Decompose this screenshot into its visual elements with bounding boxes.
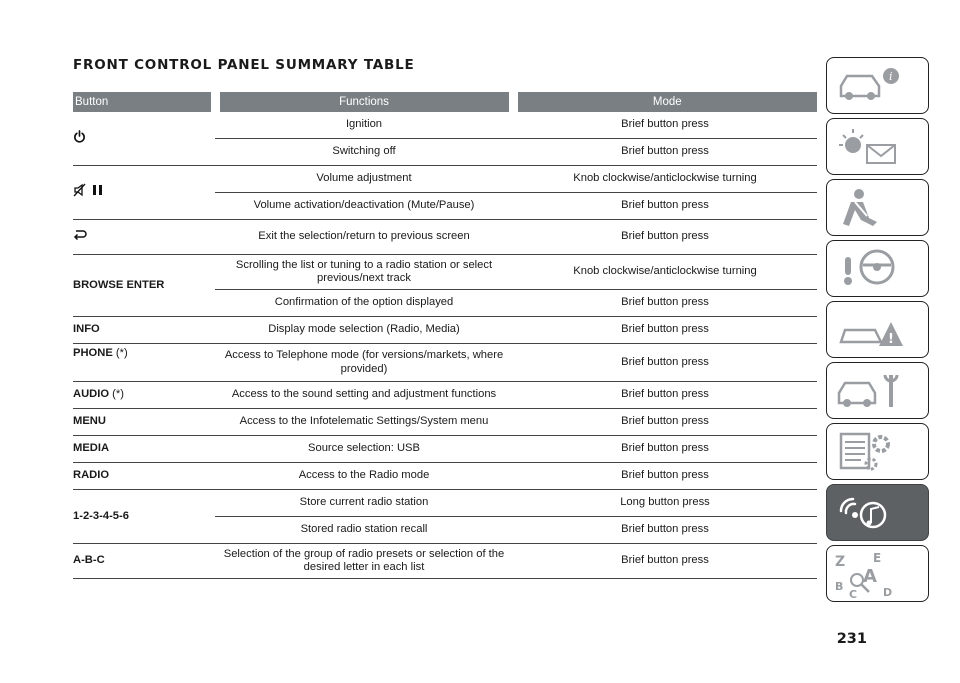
header-mode: Mode bbox=[513, 92, 817, 112]
mode-cell: Brief button press bbox=[513, 193, 817, 220]
page-number: 231 bbox=[836, 631, 867, 647]
table-row bbox=[73, 409, 817, 436]
maintenance-icon bbox=[827, 363, 928, 418]
table-row bbox=[73, 544, 817, 579]
svg-text:A: A bbox=[863, 566, 877, 587]
table-row bbox=[73, 436, 817, 463]
table-row bbox=[73, 112, 817, 139]
svg-text:Z: Z bbox=[835, 554, 846, 570]
technical-data-icon bbox=[827, 424, 928, 479]
svg-text:i: i bbox=[889, 70, 893, 83]
table-row bbox=[73, 463, 817, 490]
button-name: 1-2-3-4-5-6 bbox=[73, 490, 215, 544]
mode-cell: Brief button press bbox=[513, 290, 817, 317]
mode-cell: Knob clockwise/anticlockwise turning bbox=[513, 166, 817, 193]
car-info-icon bbox=[827, 58, 928, 113]
mode-cell: Brief button press bbox=[513, 139, 817, 166]
function-cell: Switching off bbox=[215, 139, 513, 166]
power-button-cell bbox=[73, 112, 215, 166]
mode-cell: Brief button press bbox=[513, 517, 817, 544]
table-row bbox=[73, 220, 817, 255]
button-name: PHONE bbox=[73, 347, 113, 359]
button-name: A-B-C bbox=[73, 544, 215, 579]
button-name: AUDIO bbox=[73, 388, 110, 401]
function-cell: Access to Telephone mode (for versions/markets, where provided) bbox=[215, 344, 513, 382]
mode-cell: Brief button press bbox=[513, 409, 817, 436]
table-header-row bbox=[73, 92, 817, 112]
tab-driving[interactable] bbox=[826, 240, 929, 297]
function-cell: Exit the selection/return to previous screen bbox=[215, 220, 513, 255]
function-cell: Access to the Infotelematic Settings/System menu bbox=[215, 409, 513, 436]
header-button: Button bbox=[73, 92, 215, 112]
mode-cell: Long button press bbox=[513, 490, 817, 517]
multimedia-icon bbox=[827, 485, 928, 540]
tab-warning-lights[interactable] bbox=[826, 118, 929, 175]
table-row bbox=[73, 490, 817, 517]
button-name: BROWSE ENTER bbox=[73, 255, 215, 317]
mode-cell: Brief button press bbox=[513, 544, 817, 579]
mode-cell: Brief button press bbox=[513, 463, 817, 490]
tab-index[interactable] bbox=[826, 545, 929, 602]
mode-cell: Brief button press bbox=[513, 317, 817, 344]
back-icon bbox=[73, 229, 87, 241]
button-name: INFO bbox=[73, 317, 215, 344]
back-button-cell bbox=[73, 220, 215, 255]
function-cell: Display mode selection (Radio, Media) bbox=[215, 317, 513, 344]
tab-emergency[interactable] bbox=[826, 301, 929, 358]
function-cell: Access to the sound setting and adjustment functions bbox=[215, 382, 513, 409]
tab-safety[interactable] bbox=[826, 179, 929, 236]
safety-icon bbox=[827, 180, 928, 235]
tab-technical-data[interactable] bbox=[826, 423, 929, 480]
table-row bbox=[73, 344, 817, 382]
table-row bbox=[73, 166, 817, 193]
driving-icon bbox=[827, 241, 928, 296]
svg-text:!: ! bbox=[888, 332, 894, 347]
svg-text:B: B bbox=[835, 580, 844, 593]
function-cell: Selection of the group of radio presets or selection of the desired letter in each list bbox=[215, 544, 513, 579]
button-name: MEDIA bbox=[73, 436, 215, 463]
page-title: FRONT CONTROL PANEL SUMMARY TABLE bbox=[73, 57, 415, 73]
button-name-cell bbox=[73, 382, 215, 409]
emergency-icon bbox=[827, 302, 928, 357]
mode-cell: Brief button press bbox=[513, 112, 817, 139]
button-name: MENU bbox=[73, 409, 215, 436]
svg-text:C: C bbox=[849, 588, 858, 601]
button-name-cell bbox=[73, 344, 215, 382]
mute-pause-button-cell bbox=[73, 166, 215, 220]
footnote-mark: (*) bbox=[112, 388, 124, 401]
mode-cell: Brief button press bbox=[513, 382, 817, 409]
svg-text:E: E bbox=[873, 551, 882, 565]
summary-table bbox=[73, 92, 817, 579]
tab-car-info[interactable] bbox=[826, 57, 929, 114]
function-cell: Stored radio station recall bbox=[215, 517, 513, 544]
table-row bbox=[73, 317, 817, 344]
mode-cell: Brief button press bbox=[513, 436, 817, 463]
function-cell: Confirmation of the option displayed bbox=[215, 290, 513, 317]
table-row bbox=[73, 382, 817, 409]
index-icon bbox=[827, 546, 928, 601]
function-cell: Scrolling the list or tuning to a radio station or select previous/next track bbox=[215, 255, 513, 290]
function-cell: Store current radio station bbox=[215, 490, 513, 517]
function-cell: Source selection: USB bbox=[215, 436, 513, 463]
mode-cell: Brief button press bbox=[513, 344, 817, 382]
svg-text:D: D bbox=[883, 586, 893, 599]
header-functions: Functions bbox=[215, 92, 513, 112]
function-cell: Ignition bbox=[215, 112, 513, 139]
button-name: RADIO bbox=[73, 463, 215, 490]
function-cell: Volume activation/deactivation (Mute/Pause) bbox=[215, 193, 513, 220]
footnote-mark: (*) bbox=[115, 347, 128, 359]
tab-multimedia[interactable] bbox=[826, 484, 929, 541]
mute-pause-icon bbox=[73, 183, 107, 197]
table-row bbox=[73, 255, 817, 290]
power-icon bbox=[73, 130, 86, 143]
tab-maintenance[interactable] bbox=[826, 362, 929, 419]
mode-cell: Knob clockwise/anticlockwise turning bbox=[513, 255, 817, 290]
function-cell: Access to the Radio mode bbox=[215, 463, 513, 490]
mode-cell: Brief button press bbox=[513, 220, 817, 255]
function-cell: Volume adjustment bbox=[215, 166, 513, 193]
warning-lights-icon bbox=[827, 119, 928, 174]
